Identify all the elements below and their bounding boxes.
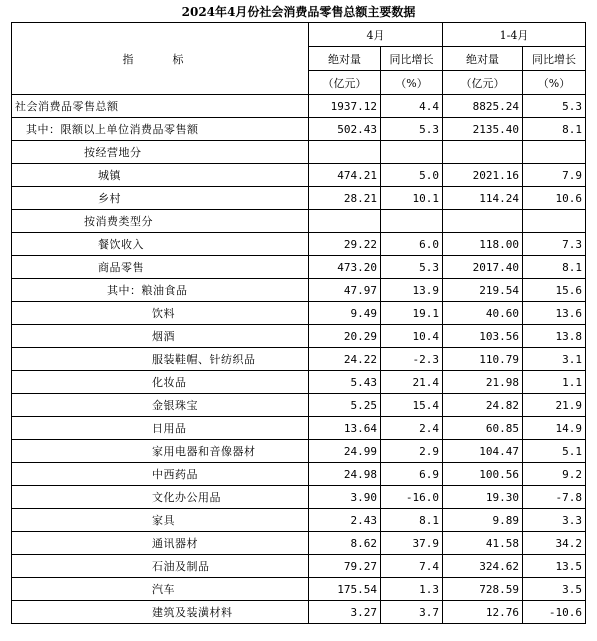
april-abs-value: 28.21 bbox=[309, 187, 381, 210]
indicator-header: 指 标 bbox=[12, 23, 309, 95]
april-yoy-value: 2.4 bbox=[381, 417, 443, 440]
row-label: 汽车 bbox=[12, 578, 309, 601]
ytd-yoy-value: 8.1 bbox=[523, 256, 586, 279]
april-abs-unit: （亿元） bbox=[309, 71, 381, 95]
ytd-abs-header: 绝对量 bbox=[443, 47, 523, 71]
ytd-yoy-value: 34.2 bbox=[523, 532, 586, 555]
ytd-yoy-value: -10.6 bbox=[523, 601, 586, 624]
ytd-abs-value: 114.24 bbox=[443, 187, 523, 210]
april-yoy-value: 4.4 bbox=[381, 95, 443, 118]
header-row-periods bbox=[12, 23, 586, 47]
table-row bbox=[12, 233, 586, 256]
april-abs-value bbox=[309, 141, 381, 164]
april-abs-value: 9.49 bbox=[309, 302, 381, 325]
april-abs-value: 502.43 bbox=[309, 118, 381, 141]
ytd-abs-value: 21.98 bbox=[443, 371, 523, 394]
row-label: 商品零售 bbox=[12, 256, 309, 279]
april-abs-value: 2.43 bbox=[309, 509, 381, 532]
april-abs-value: 79.27 bbox=[309, 555, 381, 578]
row-label: 城镇 bbox=[12, 164, 309, 187]
ytd-yoy-value: 5.1 bbox=[523, 440, 586, 463]
ytd-yoy-value: 7.9 bbox=[523, 164, 586, 187]
table-row bbox=[12, 348, 586, 371]
row-label: 通讯器材 bbox=[12, 532, 309, 555]
table-row bbox=[12, 164, 586, 187]
april-yoy-value: 5.0 bbox=[381, 164, 443, 187]
april-abs-value: 3.90 bbox=[309, 486, 381, 509]
april-yoy-value: 37.9 bbox=[381, 532, 443, 555]
april-yoy-value: 5.3 bbox=[381, 118, 443, 141]
april-yoy-value: 10.1 bbox=[381, 187, 443, 210]
row-label: 服装鞋帽、针纺织品 bbox=[12, 348, 309, 371]
april-yoy-value: 21.4 bbox=[381, 371, 443, 394]
april-abs-value bbox=[309, 210, 381, 233]
april-abs-value: 24.99 bbox=[309, 440, 381, 463]
row-label: 餐饮收入 bbox=[12, 233, 309, 256]
april-abs-value: 13.64 bbox=[309, 417, 381, 440]
row-label: 其中：粮油食品 bbox=[12, 279, 309, 302]
april-abs-value: 175.54 bbox=[309, 578, 381, 601]
row-label: 其中：限额以上单位消费品零售额 bbox=[12, 118, 309, 141]
ytd-abs-value: 9.89 bbox=[443, 509, 523, 532]
ytd-abs-value: 219.54 bbox=[443, 279, 523, 302]
april-yoy-value: 15.4 bbox=[381, 394, 443, 417]
ytd-abs-value: 2135.40 bbox=[443, 118, 523, 141]
ytd-abs-unit: （亿元） bbox=[443, 71, 523, 95]
ytd-abs-value: 40.60 bbox=[443, 302, 523, 325]
ytd-abs-value: 100.56 bbox=[443, 463, 523, 486]
row-label: 中西药品 bbox=[12, 463, 309, 486]
april-abs-value: 20.29 bbox=[309, 325, 381, 348]
april-abs-header: 绝对量 bbox=[309, 47, 381, 71]
april-yoy-value: 6.0 bbox=[381, 233, 443, 256]
ytd-yoy-value: 8.1 bbox=[523, 118, 586, 141]
ytd-abs-value: 60.85 bbox=[443, 417, 523, 440]
row-label: 乡村 bbox=[12, 187, 309, 210]
april-header: 4月 bbox=[309, 23, 443, 47]
ytd-yoy-value bbox=[523, 210, 586, 233]
ytd-yoy-value: 21.9 bbox=[523, 394, 586, 417]
april-yoy-value: 10.4 bbox=[381, 325, 443, 348]
april-yoy-unit: （%） bbox=[381, 71, 443, 95]
table-row bbox=[12, 141, 586, 164]
table-row bbox=[12, 210, 586, 233]
table-row bbox=[12, 509, 586, 532]
ytd-yoy-value: 14.9 bbox=[523, 417, 586, 440]
april-yoy-value bbox=[381, 141, 443, 164]
ytd-abs-value: 41.58 bbox=[443, 532, 523, 555]
april-abs-value: 5.25 bbox=[309, 394, 381, 417]
april-yoy-value: -16.0 bbox=[381, 486, 443, 509]
ytd-yoy-value: 5.3 bbox=[523, 95, 586, 118]
april-abs-value: 474.21 bbox=[309, 164, 381, 187]
ytd-yoy-value bbox=[523, 141, 586, 164]
table-row bbox=[12, 394, 586, 417]
april-yoy-value: 19.1 bbox=[381, 302, 443, 325]
ytd-yoy-value: 3.1 bbox=[523, 348, 586, 371]
ytd-abs-value: 12.76 bbox=[443, 601, 523, 624]
table-row bbox=[12, 325, 586, 348]
april-abs-value: 8.62 bbox=[309, 532, 381, 555]
table-row bbox=[12, 187, 586, 210]
april-abs-value: 3.27 bbox=[309, 601, 381, 624]
table-row bbox=[12, 601, 586, 624]
ytd-yoy-value: 10.6 bbox=[523, 187, 586, 210]
row-label: 烟酒 bbox=[12, 325, 309, 348]
ytd-yoy-value: 13.6 bbox=[523, 302, 586, 325]
ytd-abs-value: 103.56 bbox=[443, 325, 523, 348]
ytd-abs-value bbox=[443, 141, 523, 164]
april-yoy-value: 8.1 bbox=[381, 509, 443, 532]
row-label: 日用品 bbox=[12, 417, 309, 440]
table-row bbox=[12, 95, 586, 118]
ytd-abs-value: 324.62 bbox=[443, 555, 523, 578]
retail-sales-table bbox=[11, 22, 586, 624]
ytd-abs-value bbox=[443, 210, 523, 233]
ytd-abs-value: 24.82 bbox=[443, 394, 523, 417]
table-row bbox=[12, 555, 586, 578]
april-abs-value: 24.98 bbox=[309, 463, 381, 486]
april-yoy-header: 同比增长 bbox=[381, 47, 443, 71]
table-row bbox=[12, 486, 586, 509]
ytd-abs-value: 728.59 bbox=[443, 578, 523, 601]
ytd-yoy-value: 7.3 bbox=[523, 233, 586, 256]
april-yoy-value: 1.3 bbox=[381, 578, 443, 601]
ytd-yoy-value: 15.6 bbox=[523, 279, 586, 302]
row-label: 家具 bbox=[12, 509, 309, 532]
april-yoy-value: -2.3 bbox=[381, 348, 443, 371]
april-abs-value: 47.97 bbox=[309, 279, 381, 302]
table-title: 2024年4月份社会消费品零售总额主要数据 bbox=[181, 5, 416, 19]
row-label: 文化办公用品 bbox=[12, 486, 309, 509]
table-row bbox=[12, 578, 586, 601]
ytd-abs-value: 110.79 bbox=[443, 348, 523, 371]
table-row bbox=[12, 118, 586, 141]
ytd-abs-value: 2017.40 bbox=[443, 256, 523, 279]
april-abs-value: 24.22 bbox=[309, 348, 381, 371]
april-yoy-value: 13.9 bbox=[381, 279, 443, 302]
ytd-abs-value: 2021.16 bbox=[443, 164, 523, 187]
ytd-yoy-value: 13.8 bbox=[523, 325, 586, 348]
ytd-abs-value: 19.30 bbox=[443, 486, 523, 509]
table-row bbox=[12, 417, 586, 440]
april-abs-value: 5.43 bbox=[309, 371, 381, 394]
table-row bbox=[12, 371, 586, 394]
table-row bbox=[12, 302, 586, 325]
row-label: 石油及制品 bbox=[12, 555, 309, 578]
ytd-yoy-value: 3.3 bbox=[523, 509, 586, 532]
ytd-yoy-value: -7.8 bbox=[523, 486, 586, 509]
row-label: 按经营地分 bbox=[12, 141, 309, 164]
ytd-yoy-value: 9.2 bbox=[523, 463, 586, 486]
april-yoy-value: 5.3 bbox=[381, 256, 443, 279]
ytd-abs-value: 104.47 bbox=[443, 440, 523, 463]
ytd-abs-value: 8825.24 bbox=[443, 95, 523, 118]
ytd-yoy-header: 同比增长 bbox=[523, 47, 586, 71]
april-yoy-value: 2.9 bbox=[381, 440, 443, 463]
row-label: 饮料 bbox=[12, 302, 309, 325]
table-body bbox=[12, 95, 586, 624]
april-yoy-value: 7.4 bbox=[381, 555, 443, 578]
ytd-abs-value: 118.00 bbox=[443, 233, 523, 256]
table-row bbox=[12, 279, 586, 302]
april-yoy-value bbox=[381, 210, 443, 233]
row-label: 按消费类型分 bbox=[12, 210, 309, 233]
ytd-yoy-value: 1.1 bbox=[523, 371, 586, 394]
april-abs-value: 473.20 bbox=[309, 256, 381, 279]
table-row bbox=[12, 440, 586, 463]
jan-apr-header: 1-4月 bbox=[443, 23, 586, 47]
table-row bbox=[12, 463, 586, 486]
table-row bbox=[12, 532, 586, 555]
row-label: 建筑及装潢材料 bbox=[12, 601, 309, 624]
ytd-yoy-unit: （%） bbox=[523, 71, 586, 95]
row-label: 家用电器和音像器材 bbox=[12, 440, 309, 463]
april-abs-value: 29.22 bbox=[309, 233, 381, 256]
april-abs-value: 1937.12 bbox=[309, 95, 381, 118]
row-label: 金银珠宝 bbox=[12, 394, 309, 417]
table-row bbox=[12, 256, 586, 279]
ytd-yoy-value: 3.5 bbox=[523, 578, 586, 601]
row-label: 化妆品 bbox=[12, 371, 309, 394]
april-yoy-value: 3.7 bbox=[381, 601, 443, 624]
row-label: 社会消费品零售总额 bbox=[12, 95, 309, 118]
ytd-yoy-value: 13.5 bbox=[523, 555, 586, 578]
april-yoy-value: 6.9 bbox=[381, 463, 443, 486]
